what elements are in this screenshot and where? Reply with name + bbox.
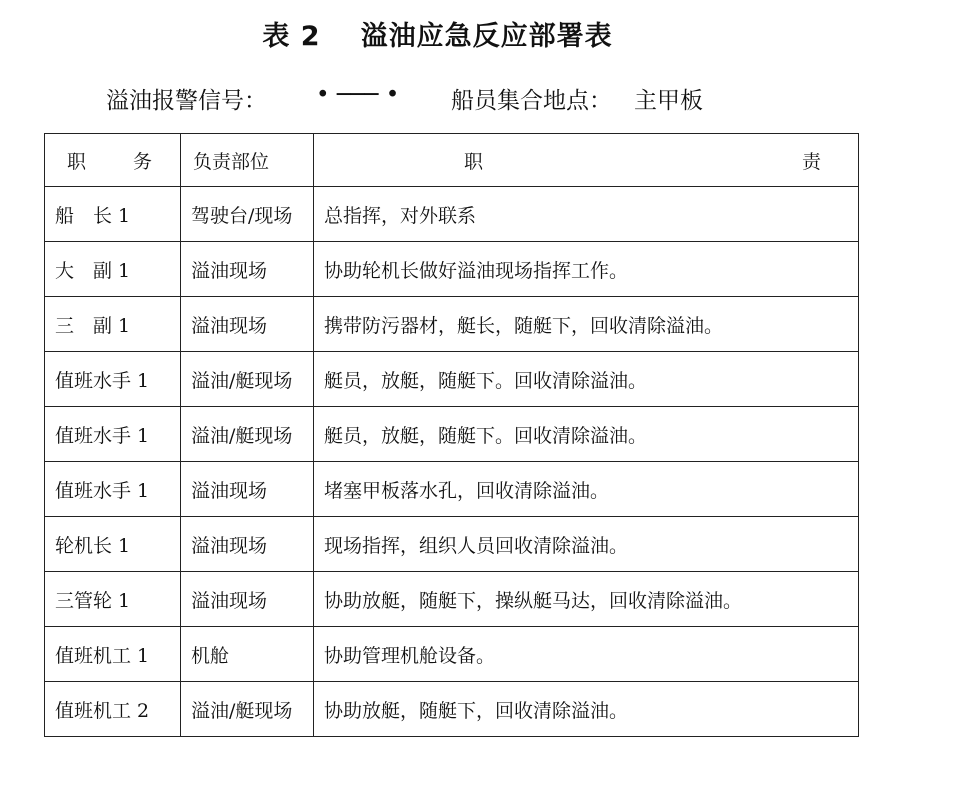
cell-role: 大 副 1 — [45, 242, 181, 297]
cell-dept: 机舱 — [181, 627, 314, 682]
cell-role: 值班水手 1 — [45, 352, 181, 407]
cell-dept: 溢油现场 — [181, 242, 314, 297]
table-title — [0, 14, 875, 53]
cell-duty: 艇员，放艇，随艇下。回收清除溢油。 — [314, 352, 859, 407]
cell-role: 船 长 1 — [45, 187, 181, 242]
cell-duty: 现场指挥，组织人员回收清除溢油。 — [314, 517, 859, 572]
cell-dept: 溢油/艇现场 — [181, 682, 314, 737]
cell-duty: 艇员，放艇，随艇下。回收清除溢油。 — [314, 407, 859, 462]
table-number: 表 2 — [262, 21, 321, 52]
table-row — [45, 462, 859, 517]
table-row — [45, 627, 859, 682]
table-row — [45, 297, 859, 352]
cell-role: 值班水手 1 — [45, 407, 181, 462]
cell-duty: 协助放艇，随艇下，操纵艇马达，回收清除溢油。 — [314, 572, 859, 627]
table-row — [45, 242, 859, 297]
muster-station-label: 船员集合地点： — [451, 88, 612, 114]
alarm-signal-value: • ─── • — [316, 82, 400, 108]
alarm-signal-label: 溢油报警信号： — [106, 88, 267, 114]
cell-duty: 堵塞甲板落水孔，回收清除溢油。 — [314, 462, 859, 517]
cell-role: 三管轮 1 — [45, 572, 181, 627]
cell-role: 轮机长 1 — [45, 517, 181, 572]
cell-role: 值班机工 1 — [45, 627, 181, 682]
table-row — [45, 682, 859, 737]
cell-role: 三 副 1 — [45, 297, 181, 352]
cell-duty: 协助放艇，随艇下，回收清除溢油。 — [314, 682, 859, 737]
header-dept: 负责部位 — [181, 134, 314, 187]
cell-dept: 溢油现场 — [181, 297, 314, 352]
alarm-muster-line — [106, 82, 826, 122]
muster-station-value: 主甲板 — [634, 88, 703, 114]
cell-dept: 溢油现场 — [181, 517, 314, 572]
cell-duty: 协助管理机舱设备。 — [314, 627, 859, 682]
table-row — [45, 572, 859, 627]
cell-dept: 溢油/艇现场 — [181, 352, 314, 407]
cell-dept: 驾驶台/现场 — [181, 187, 314, 242]
table-row — [45, 407, 859, 462]
cell-duty: 总指挥，对外联系 — [314, 187, 859, 242]
cell-role: 值班机工 2 — [45, 682, 181, 737]
table-row — [45, 352, 859, 407]
table-row — [45, 517, 859, 572]
cell-dept: 溢油现场 — [181, 462, 314, 517]
header-row — [45, 134, 859, 187]
duty-table — [44, 133, 971, 737]
table-row — [45, 187, 859, 242]
cell-duty: 协助轮机长做好溢油现场指挥工作。 — [314, 242, 859, 297]
cell-dept: 溢油现场 — [181, 572, 314, 627]
cell-role: 值班水手 1 — [45, 462, 181, 517]
header-duty: 职 责 — [314, 134, 859, 187]
header-role: 职 务 — [45, 134, 181, 187]
cell-dept: 溢油/艇现场 — [181, 407, 314, 462]
cell-duty: 携带防污器材，艇长，随艇下，回收清除溢油。 — [314, 297, 859, 352]
table-title-text: 溢油应急反应部署表 — [360, 21, 613, 52]
